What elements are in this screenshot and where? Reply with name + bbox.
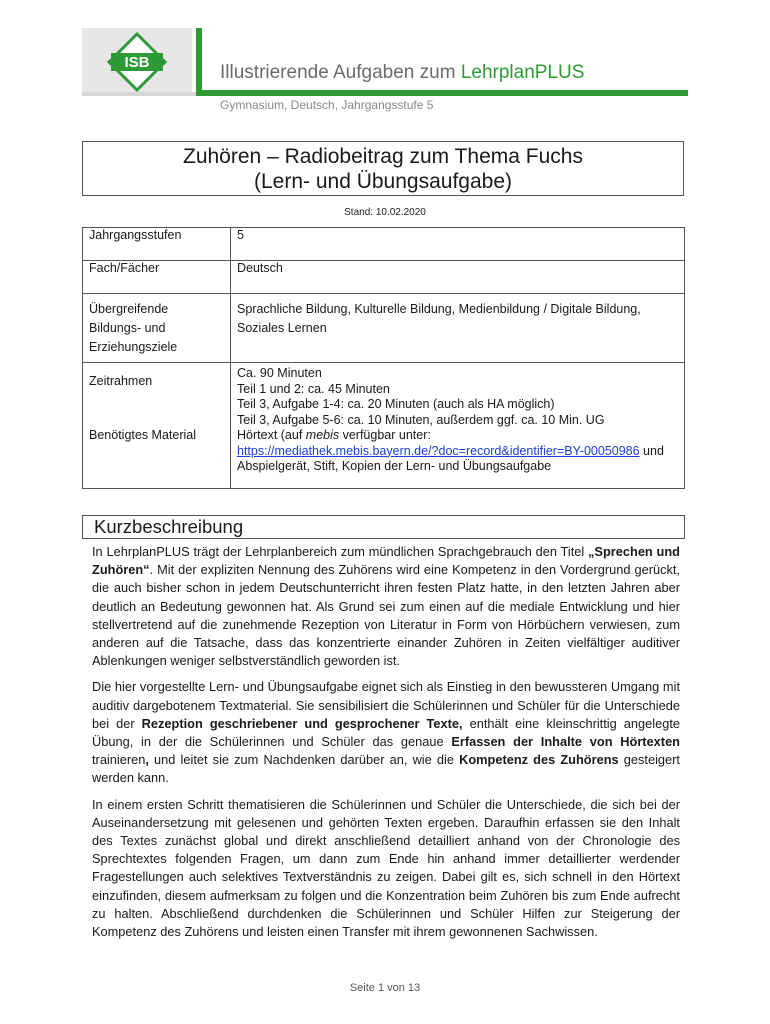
zeit-line: Teil 3, Aufgabe 1-4: ca. 20 Minuten (auch als HA möglich) <box>237 397 555 411</box>
ziele-value: Sprachliche Bildung, Kulturelle Bildung, Medienbildung / Digitale Bildung, Soziales Lernen <box>231 294 685 363</box>
mebis-link[interactable]: https://mediathek.mebis.bayern.de/?doc=record&identifier=BY-00050986 <box>237 443 640 458</box>
fach-label: Fach/Fächer <box>83 261 231 294</box>
document-date: Stand: 10.02.2020 <box>344 207 426 218</box>
material-value: Hörtext (auf mebis verfügbar unter: https://mediathek.mebis.bayern.de/?doc=record&identifier=BY-00050986 und Abspielgerät, Stift, Kopien der Lern- und Übungsaufgabe <box>237 428 664 473</box>
kurzbeschreibung-heading: Kurzbeschreibung <box>82 515 685 539</box>
page-header <box>0 0 770 130</box>
zeitrahmen-label: Zeitrahmen <box>89 374 153 388</box>
ziele-label: Übergreifende Bildungs- und Erziehungsziele <box>83 294 231 363</box>
zeit-line: Teil 1 und 2: ca. 45 Minuten <box>237 381 390 396</box>
table-row <box>83 363 685 489</box>
kurzbeschreibung-body <box>92 543 680 949</box>
header-title: Illustrierende Aufgaben zum LehrplanPLUS <box>220 62 585 83</box>
meta-table <box>82 227 685 489</box>
header-green-rule <box>196 90 688 96</box>
header-subtitle: Gymnasium, Deutsch, Jahrgangsstufe 5 <box>220 98 434 112</box>
zeit-material-labels <box>83 363 231 489</box>
logo-text: ISB <box>124 54 150 71</box>
document-title: Zuhören – Radiobeitrag zum Thema Fuchs <box>183 145 583 168</box>
paragraph-2: Die hier vorgestellte Lern- und Übungsaufgabe eignet sich als Einstieg in den bewussteren Umgang mit auditiv dargebotenem Textmaterial. Sie sensibilisiert die Schülerinnen und Schüler für die Unterschiede bei der Rezeption geschriebener und gesprochener Texte, enthält eine kleinschrittig angelegte Übung, in der die Schülerinnen und Schüler das genaue Erfassen der Inhalte von Hörtexten trainieren, und leitet sie zum Nachdenken darüber an, wie die Kompetenz des Zuhörens gesteigert werden kann. <box>92 679 681 786</box>
header-green-vertical-bar <box>196 28 202 96</box>
isb-logo-icon <box>105 32 169 92</box>
material-label: Benötigtes Material <box>89 427 197 442</box>
header-gray-rule <box>82 92 196 96</box>
jahrgangsstufen-label: Jahrgangsstufen <box>83 228 231 261</box>
paragraph-1: In LehrplanPLUS trägt der Lehrplanbereich zum mündlichen Sprachgebrauch den Titel „Sprechen und Zuhören“. Mit der expliziten Nennung des Zuhörens wird eine Kompetenz in den Vordergrund gerückt, die auch bisher schon in jedem Deutschunterricht ihren festen Platz hatte, in den letzten Jahren aber deutlich an Bedeutung gewonnen hat. Als Grund sei zum einen auf die mediale Entwicklung und hier stellvertretend auf die zunehmende Rezeption von Literatur in Form von Hörbüchern verwiesen, zum anderen auf die Tatsache, dass das konzentrierte einander Zuhören in Zeiten vielfältiger auditiver Ablenkungen weniger selbstverständlich geworden ist. <box>92 544 680 669</box>
table-row <box>83 228 685 261</box>
jahrgangsstufen-value: 5 <box>231 228 685 261</box>
page-number: Seite 1 von 13 <box>349 982 421 994</box>
header-title-accent: LehrplanPLUS <box>460 62 585 83</box>
table-row <box>83 294 685 363</box>
zeit-line: Teil 3, Aufgabe 5-6: ca. 10 Minuten, außerdem ggf. ca. 10 Min. UG <box>237 412 605 427</box>
table-row <box>83 261 685 294</box>
document-title-box <box>82 141 684 196</box>
paragraph-3: In einem ersten Schritt thematisieren die Schülerinnen und Schüler die Unterschiede, die sich bei der Auseinandersetzung mit gelesenen und gehörten Texten ergeben. Daraufhin erfassen sie den Inhalt des Textes zunächst global und direkt anschließend detailliert anhand von der Chronologie des Sprechtextes folgenden Fragen, um dann zum Ende hin anhand immer detaillierter werdender Fragestellungen auch selektives Textverständnis zu zeigen. Dabei gilt es, sich schnell in den Hörtext einzufinden, diesem aufmerksam zu folgen und die Konzentration beim Zuhören bis zum Ende aufrecht zu halten. Abschließend durchdenken die Schülerinnen und Schüler Hilfen zur Steigerung der Kompetenz des Zuhörens und leisten einen Transfer mit ihrem gewonnenen Sachwissen. <box>92 796 680 940</box>
zeit-line: Ca. 90 Minuten <box>237 366 322 380</box>
zeit-material-values <box>231 363 685 489</box>
document-subtitle: (Lern- und Übungsaufgabe) <box>253 170 512 193</box>
fach-value: Deutsch <box>231 261 685 294</box>
